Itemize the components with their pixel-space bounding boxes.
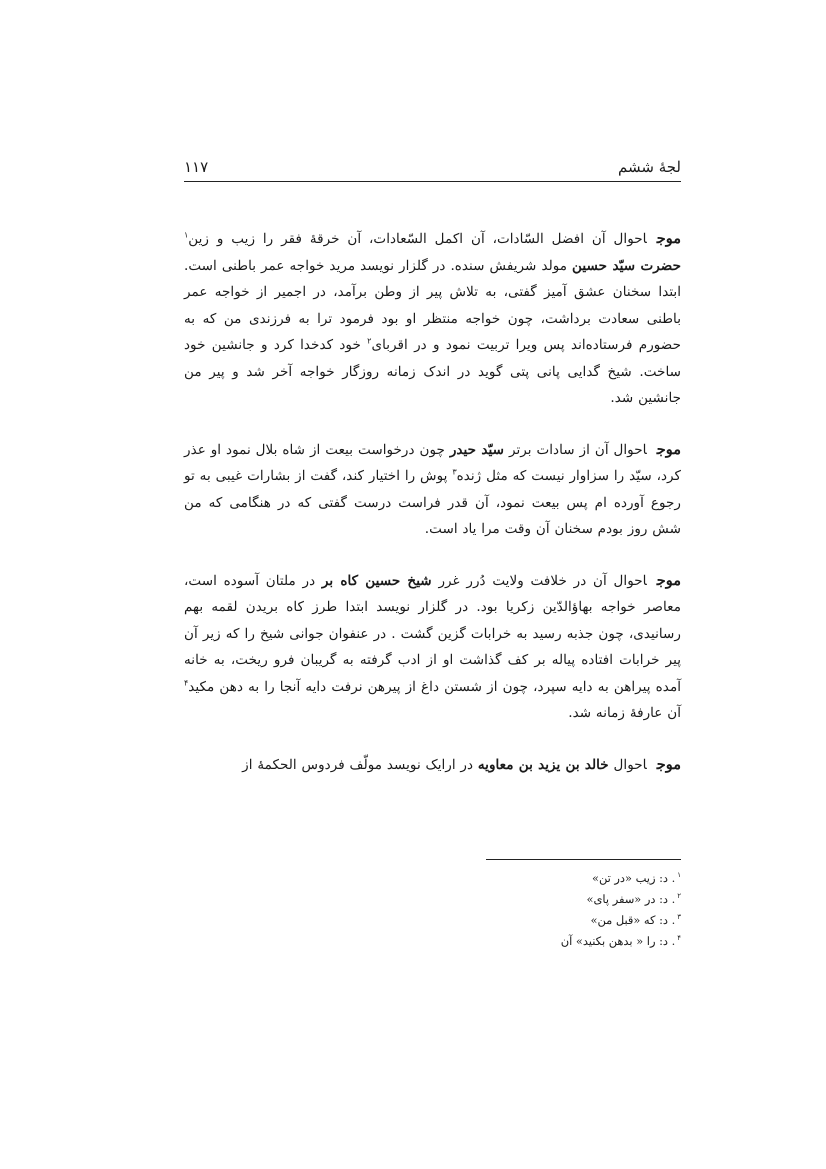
text-run: پوش را اختیار کند، گفت از بشارات غیبی به تو رجوع آورده ام پس بیعت نمود، آن قدر فراست درست گفتی که در هنگامی که من شش روز بودم سخنان آن وقت مرا یاد است.	[184, 468, 681, 537]
chapter-title: لجهٔ ششم	[618, 158, 681, 176]
footnote-text: . د: در «سفر پای»	[586, 892, 676, 906]
paragraph-lead: موج	[656, 230, 681, 247]
footnote	[486, 931, 681, 952]
text-run: در ارایک نویسد مولّف فردوس الحکمهٔ از	[242, 756, 478, 773]
text-run: مولد شریفش سنده. در گلزار نویسد مرید خواجه عمر باطنی است. ابتدا سخنان عشق آمیز گفتی، به تلاش پیر از وطن برآمد، در اجمیر از خواجه عمر باطنی سعادت برداشت، چون خواجه منتظر او بود فرمود ترا به فرزندی من که به حضورم فرستاده‌اند پس ویرا تربیت نمود و در اقربای	[184, 257, 681, 353]
paragraph	[184, 226, 681, 412]
text-run: احوال آن افضل السّادات، آن اکمل السّعادات، آن خرقهٔ فقر را زیب و زین	[188, 231, 647, 247]
footnote	[486, 910, 681, 931]
paragraph-lead: موج	[656, 571, 681, 589]
text-run: آن عارفهٔ زمانه شد.	[568, 705, 681, 721]
header-rule	[184, 181, 681, 182]
footnote-number: ۱	[677, 871, 681, 880]
text-run: احوال آن در خلافت ولایت دُرر غرر	[431, 572, 647, 589]
paragraph	[184, 437, 681, 543]
footnotes	[486, 868, 681, 952]
text-run: در ملتان آسوده است، معاصر خواجه بهاؤالدّین زکریا بود. در گلزار نویسد ابتدا طرز کاه بریدن لقمه بهم رسانیدی، چون جذبه رسید به خرابات گزین گشت . در عنفوان جوانی شیخ را که زیر آن پیر خرابات افتاده پیاله بر کف گذاشت او از ادب گرفته به گریبان فرو ریخت، به خانه آمده پیراهن به دایه سپرد، چون از شستن داغ از پیرهن نرفت دایه آنجا را به دهن مکید	[184, 572, 681, 695]
person-name: حضرت سیّد حسین	[572, 257, 681, 274]
footnote-number: ۴	[677, 934, 681, 943]
text-run: احوال آن از سادات برتر	[504, 441, 647, 458]
person-name: شیخ حسین کاه بر	[321, 572, 432, 589]
paragraph	[184, 568, 681, 727]
paragraph-lead: موج	[656, 755, 681, 773]
paragraph	[184, 752, 681, 779]
footnote-number: ۲	[677, 892, 681, 901]
paragraph-lead: موج	[656, 440, 681, 458]
footnote-text: . د: که «قبل من»	[590, 913, 676, 927]
page-header	[184, 158, 681, 178]
footnote-number: ۳	[677, 913, 681, 922]
page-number: ۱۱۷	[184, 158, 209, 176]
main-text	[184, 226, 681, 803]
footnote	[486, 868, 681, 889]
footnote-ref: ۱	[184, 230, 189, 240]
footnote-text: . د: زیب «در تن»	[592, 871, 676, 885]
footnote-ref: ۳	[452, 467, 457, 477]
footnote-text: . د: را « بدهن بکنید» آن	[560, 934, 676, 948]
footnote-ref: ۴	[184, 677, 189, 687]
person-name: خالد بن یزید بن معاویه	[477, 756, 609, 773]
person-name: سیّد حیدر	[449, 441, 505, 458]
footnote-ref: ۲	[367, 336, 372, 346]
text-run: چون درخواست بیعت از شاه بلال نمود او عذر کرد، سیّد را سزاوار نیست که مثل ژنده	[184, 441, 682, 484]
text-run: احوال	[608, 756, 647, 773]
footnote	[486, 889, 681, 910]
footnote-rule	[486, 859, 681, 860]
text-run: خود کدخدا کرد و جانشین خود ساخت. شیخ گدایی پانی پتی گوید در اندک زمانه روزگار خواجه آخر شد و پیر من جانشین شد.	[184, 337, 681, 406]
